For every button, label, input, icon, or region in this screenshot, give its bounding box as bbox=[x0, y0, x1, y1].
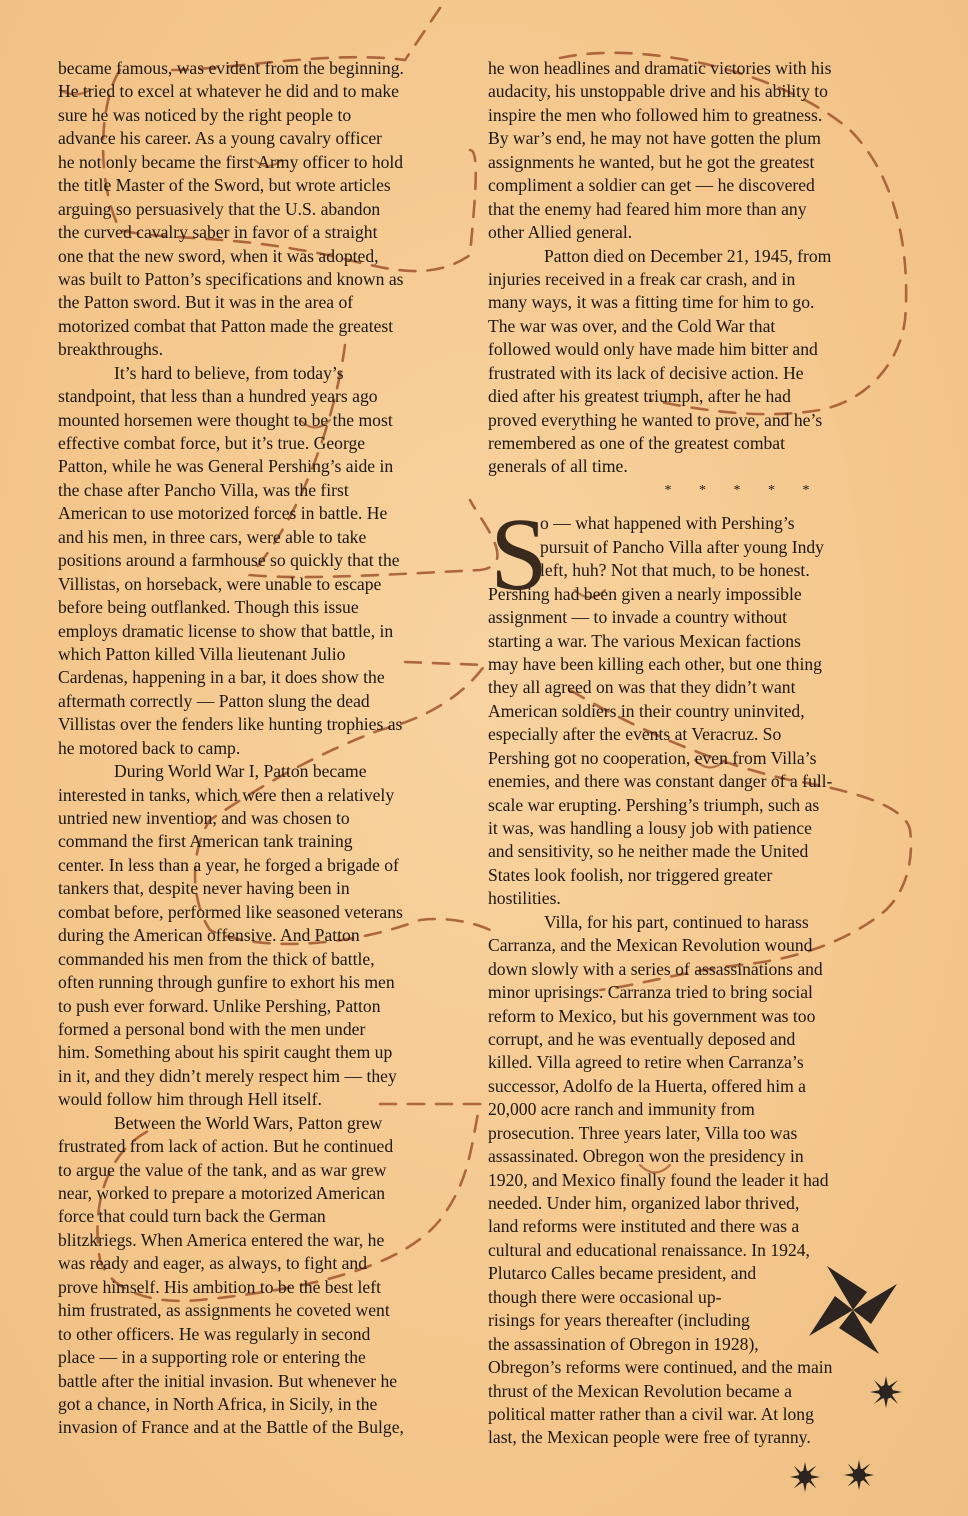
text-line: 1920, and Mexico finally found the leader it had bbox=[488, 1169, 829, 1190]
text-line: though there were occasional up- bbox=[488, 1286, 722, 1307]
text-line: effective combat force, but it’s true. George bbox=[58, 433, 366, 453]
text-line: American soldiers in their country uninvited, bbox=[488, 700, 805, 721]
text-line: other Allied general. bbox=[488, 222, 633, 243]
text-line: compliment a soldier can get — he discovered bbox=[488, 175, 815, 196]
text-line: Cardenas, happening in a bar, it does show the bbox=[58, 667, 385, 688]
drop-cap-lines bbox=[488, 512, 908, 582]
text-line: he won headlines and dramatic victories with his bbox=[488, 58, 832, 78]
text-line: untried new invention, and was chosen to bbox=[58, 808, 350, 828]
text-line: down slowly with a series of assassinations and bbox=[488, 958, 823, 979]
text-line: interested in tanks, which were then a relatively bbox=[58, 784, 395, 805]
text-line: employs dramatic license to show that battle, in bbox=[58, 620, 394, 641]
text-line: needed. Under him, organized labor thrived, bbox=[488, 1193, 800, 1213]
text-line: became famous, was evident from the beginning. bbox=[58, 58, 404, 78]
text-line: him. Something about his spirit caught them up bbox=[58, 1042, 393, 1063]
right-column-top bbox=[488, 57, 908, 479]
text-line: left, huh? Not that much, to be honest. bbox=[540, 560, 810, 581]
text-line: the assassination of Obregon in 1928), bbox=[488, 1333, 759, 1354]
text-line: it was, was handling a lousy job with patience bbox=[488, 818, 812, 838]
text-line: political matter rather than a civil war. At long bbox=[488, 1403, 814, 1424]
text-line: he not only became the first Army officer to hold bbox=[58, 151, 404, 172]
text-line: to push ever forward. Unlike Pershing, Patton bbox=[58, 995, 381, 1016]
text-line: motorized combat that Patton made the greatest bbox=[58, 315, 394, 336]
text-line: 20,000 acre ranch and immunity from bbox=[488, 1099, 755, 1120]
text-line: It’s hard to believe, from today’s bbox=[114, 362, 344, 383]
text-line: corrupt, and he was eventually deposed and bbox=[488, 1028, 796, 1049]
text-line: minor uprisings. Carranza tried to bring social bbox=[488, 982, 813, 1003]
text-line: Plutarco Calles became president, and bbox=[488, 1263, 757, 1284]
text-line: assassinated. Obregon won the presidency in bbox=[488, 1146, 804, 1167]
text-line: tankers that, despite never having been in bbox=[58, 878, 350, 899]
text-line: battle after the initial invasion. But whenever he bbox=[58, 1370, 398, 1391]
text-line: arguing so persuasively that the U.S. abandon bbox=[58, 198, 381, 219]
text-line: frustrated from lack of action. But he continued bbox=[58, 1136, 394, 1157]
text-line: in it, and they didn’t merely respect him — they bbox=[58, 1065, 397, 1086]
text-line: assignment — to invade a country without bbox=[488, 607, 788, 628]
text-line: commanded his men from the thick of battle, bbox=[58, 948, 375, 969]
text-line: formed a personal bond with the men under bbox=[58, 1018, 366, 1039]
text-line: prosecution. Three years later, Villa too was bbox=[488, 1122, 798, 1143]
text-line: which Patton killed Villa lieutenant Julio bbox=[58, 643, 346, 664]
text-line: mounted horsemen were thought to be the most bbox=[58, 409, 393, 430]
splat-icon bbox=[788, 1460, 822, 1494]
text-line: Between the World Wars, Patton grew bbox=[114, 1112, 383, 1133]
text-line: last, the Mexican people were free of tyranny. bbox=[488, 1427, 811, 1448]
text-line: was built to Patton’s specifications and known as bbox=[58, 268, 404, 289]
section-separator: * * * * * bbox=[664, 482, 822, 498]
text-line: prove himself. His ambition to be the best left bbox=[58, 1276, 381, 1297]
text-line: the chase after Pancho Villa, was the first bbox=[58, 479, 349, 500]
text-line: aftermath correctly — Patton slung the dead bbox=[58, 690, 370, 711]
text-line: remembered as one of the greatest combat bbox=[488, 433, 786, 453]
splat-icon bbox=[868, 1374, 904, 1410]
text-line: By war’s end, he may not have gotten the plum bbox=[488, 128, 821, 149]
text-line: sure he was noticed by the right people to bbox=[58, 104, 352, 125]
text-line: Villistas over the fenders like hunting trophies as bbox=[58, 714, 403, 735]
text-line: that the enemy had feared him more than any bbox=[488, 198, 807, 219]
text-line: near, worked to prepare a motorized American bbox=[58, 1183, 386, 1203]
text-line: died after his greatest triumph, after he had bbox=[488, 386, 791, 407]
text-line: him frustrated, as assignments he coveted went bbox=[58, 1300, 390, 1321]
left-column bbox=[58, 57, 468, 1440]
text-line: would follow him through Hell itself. bbox=[58, 1089, 322, 1110]
text-line: combat before, performed like seasoned veterans bbox=[58, 901, 403, 922]
right-column bbox=[488, 57, 908, 1450]
text-line: inspire the men who followed him to greatness. bbox=[488, 104, 823, 125]
text-line: got a chance, in North Africa, in Sicily, in the bbox=[58, 1393, 378, 1414]
text-line: was ready and eager, as always, to fight and bbox=[58, 1253, 368, 1274]
text-line: land reforms were instituted and there was a bbox=[488, 1216, 800, 1237]
text-line: successor, Adolfo de la Huerta, offered him a bbox=[488, 1075, 806, 1096]
text-line: Pershing had been given a nearly impossible bbox=[488, 583, 802, 604]
text-line: and sensitivity, so he neither made the United bbox=[488, 841, 809, 862]
text-line: American to use motorized forces in battle. He bbox=[58, 503, 388, 524]
text-line: frustrated with its lack of decisive action. He bbox=[488, 362, 804, 383]
text-line: enemies, and there was constant danger of a full- bbox=[488, 771, 833, 792]
compass-rose-icon bbox=[805, 1262, 901, 1358]
text-line: he motored back to camp. bbox=[58, 737, 241, 758]
drop-cap: S bbox=[490, 497, 548, 612]
text-line: hostilities. bbox=[488, 888, 561, 909]
text-line: the title Master of the Sword, but wrote articles bbox=[58, 175, 391, 196]
text-line: standpoint, that less than a hundred years ago bbox=[58, 386, 378, 407]
text-line: invasion of France and at the Battle of the Bulge, bbox=[58, 1417, 404, 1438]
text-line: one that the new sword, when it was adopted, bbox=[58, 245, 379, 266]
text-line: during the American offensive. And Patton bbox=[58, 925, 360, 946]
text-line: to other officers. He was regularly in second bbox=[58, 1323, 371, 1344]
text-line: may have been killing each other, but one thing bbox=[488, 653, 822, 674]
text-line: risings for years thereafter (including bbox=[488, 1310, 750, 1331]
text-line: States look foolish, nor triggered greater bbox=[488, 864, 773, 885]
text-line: audacity, his unstoppable drive and his ability to bbox=[488, 81, 828, 102]
text-line: especially after the events at Veracruz. So bbox=[488, 724, 782, 745]
text-line: injuries received in a freak car crash, and in bbox=[488, 268, 796, 289]
text-line: and his men, in three cars, were able to take bbox=[58, 526, 367, 547]
text-line: center. In less than a year, he forged a brigade of bbox=[58, 854, 399, 875]
text-line: thrust of the Mexican Revolution became a bbox=[488, 1380, 792, 1401]
text-line: Pershing got no cooperation, even from Villa’s bbox=[488, 747, 817, 768]
text-line: Villistas, on horseback, were unable to escape bbox=[58, 573, 382, 594]
text-line: advance his career. As a young cavalry officer bbox=[58, 128, 383, 149]
text-line: starting a war. The various Mexican factions bbox=[488, 630, 801, 651]
text-line: force that could turn back the German bbox=[58, 1206, 326, 1227]
text-line: generals of all time. bbox=[488, 456, 628, 477]
text-line: assignments he wanted, but he got the greatest bbox=[488, 151, 815, 172]
text-line: the curved cavalry saber in favor of a straight bbox=[58, 222, 378, 243]
text-line: During World War I, Patton became bbox=[114, 761, 367, 782]
text-line: to argue the value of the tank, and as war grew bbox=[58, 1159, 387, 1180]
text-line: pursuit of Pancho Villa after young Indy bbox=[540, 536, 824, 557]
text-line: Patton died on December 21, 1945, from bbox=[544, 245, 832, 266]
text-line: place — in a supporting role or entering the bbox=[58, 1347, 366, 1368]
text-line: blitzkriegs. When America entered the war, he bbox=[58, 1229, 385, 1250]
text-line: Patton, while he was General Pershing’s aide in bbox=[58, 456, 394, 477]
text-line: reform to Mexico, but his government was too bbox=[488, 1005, 816, 1026]
text-line: Carranza, and the Mexican Revolution wound bbox=[488, 935, 813, 956]
text-line: o — what happened with Pershing’s bbox=[540, 513, 795, 534]
text-line: followed would only have made him bitter and bbox=[488, 339, 818, 360]
text-line: The war was over, and the Cold War that bbox=[488, 315, 776, 336]
text-line: they all agreed on was that they didn’t want bbox=[488, 677, 796, 698]
text-line: He tried to excel at whatever he did and to make bbox=[58, 81, 399, 102]
text-line: before being outflanked. Though this issue bbox=[58, 597, 359, 618]
text-line: many ways, it was a fitting time for him to go. bbox=[488, 292, 815, 313]
text-line: often running through gunfire to exhort his men bbox=[58, 972, 395, 993]
splat-icon bbox=[842, 1458, 876, 1492]
text-line: the Patton sword. But it was in the area of bbox=[58, 292, 354, 313]
text-line: scale war erupting. Pershing’s triumph, such as bbox=[488, 794, 820, 815]
text-line: Obregon’s reforms were continued, and the main bbox=[488, 1357, 833, 1378]
text-line: command the first American tank training bbox=[58, 831, 353, 852]
text-line: positions around a farmhouse so quickly that the bbox=[58, 550, 400, 571]
text-line: proved everything he wanted to prove, and he’s bbox=[488, 409, 823, 430]
text-line: breakthroughs. bbox=[58, 339, 164, 360]
text-line: Villa, for his part, continued to harass bbox=[544, 911, 809, 932]
text-line: killed. Villa agreed to retire when Carranza’s bbox=[488, 1052, 804, 1073]
text-line: cultural and educational renaissance. In 1924, bbox=[488, 1239, 810, 1260]
